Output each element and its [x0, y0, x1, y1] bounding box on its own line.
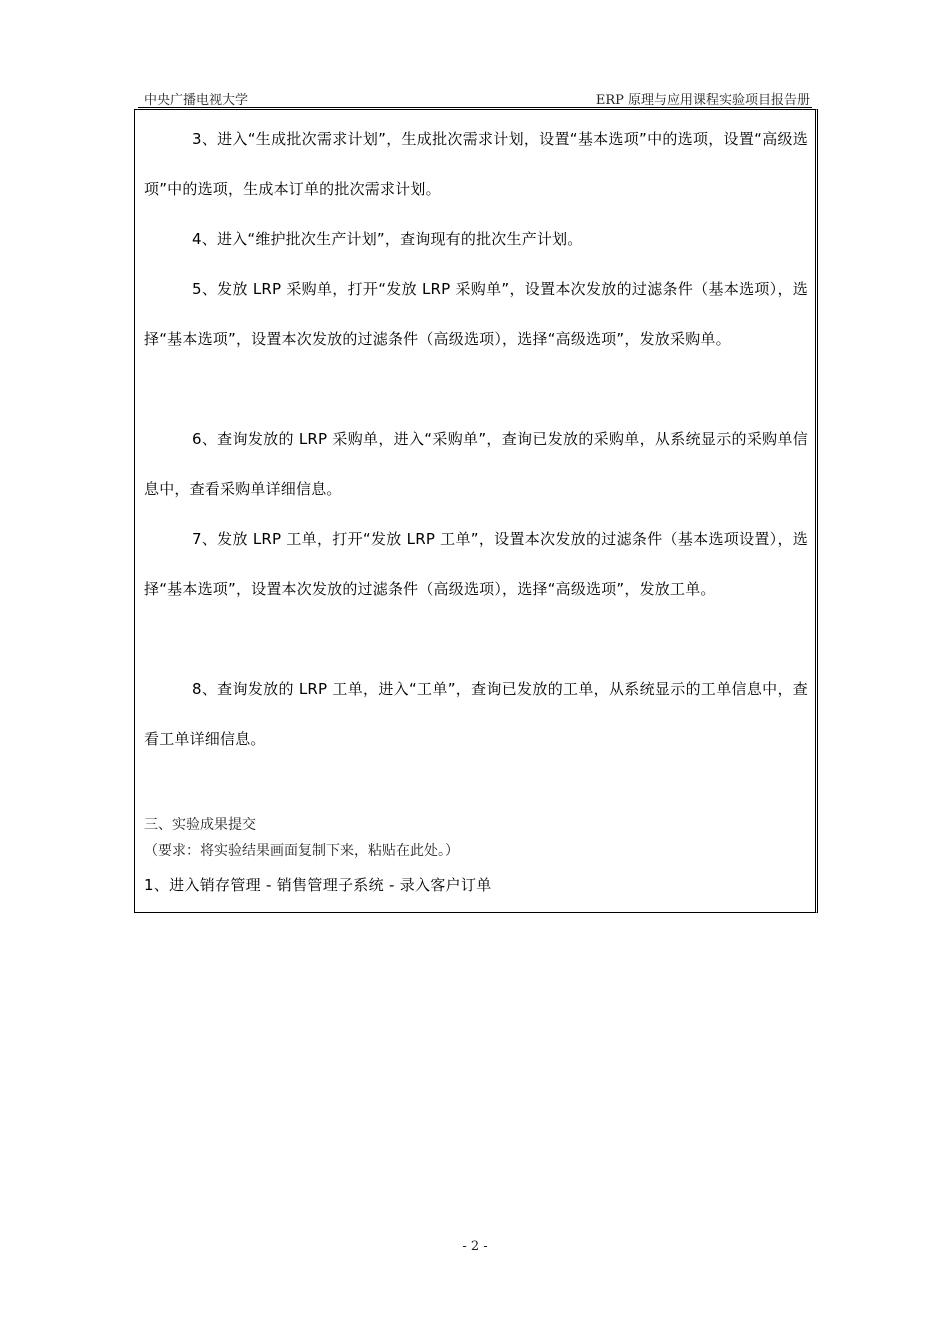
step-5-text: 5、发放 LRP 采购单，打开“发放 LRP 采购单”，设置本次发放的过滤条件（基本选项），选择“基本选项”，设置本次发放的过滤条件（高级选项），选择“高级选项”，发放采购单。 [144, 280, 808, 348]
step-8-text: 8、查询发放的 LRP 工单，进入“工单”，查询已发放的工单，从系统显示的工单信息中，查看工单详细信息。 [144, 680, 808, 748]
section-3-item-1: 1、进入销存管理 - 销售管理子系统 - 录入客户订单 [144, 876, 492, 894]
header-report-title: ERP 原理与应用课程实验项目报告册 [595, 93, 810, 108]
step-4-paragraph [144, 214, 808, 264]
step-7-text: 7、发放 LRP 工单，打开“发放 LRP 工单”，设置本次发放的过滤条件（基本选项设置），选择“基本选项”，设置本次发放的过滤条件（高级选项），选择“高级选项”，发放工单。 [144, 530, 808, 598]
step-6-paragraph [144, 414, 808, 514]
section-3-title: 三、实验成果提交 [144, 817, 256, 833]
header-school-name: 中央广播电视大学 [144, 93, 249, 108]
step-6-text: 6、查询发放的 LRP 采购单，进入“采购单”，查询已发放的采购单，从系统显示的采购单信息中，查看采购单详细信息。 [144, 430, 808, 498]
step-5-paragraph [144, 264, 808, 364]
step-4-text: 4、进入“维护批次生产计划”，查询现有的批次生产计划。 [192, 230, 583, 248]
step-8-paragraph [144, 664, 808, 764]
page-number: - 2 - [462, 1239, 488, 1254]
header-divider [138, 107, 812, 108]
section-3-note: （要求：将实验结果画面复制下来，粘贴在此处。） [144, 843, 459, 859]
step-3-paragraph [144, 114, 808, 214]
step-3-text: 3、进入“生成批次需求计划”，生成批次需求计划，设置“基本选项”中的选项，设置“高级选项”中的选项，生成本订单的批次需求计划。 [144, 130, 808, 198]
step-7-paragraph [144, 514, 808, 614]
